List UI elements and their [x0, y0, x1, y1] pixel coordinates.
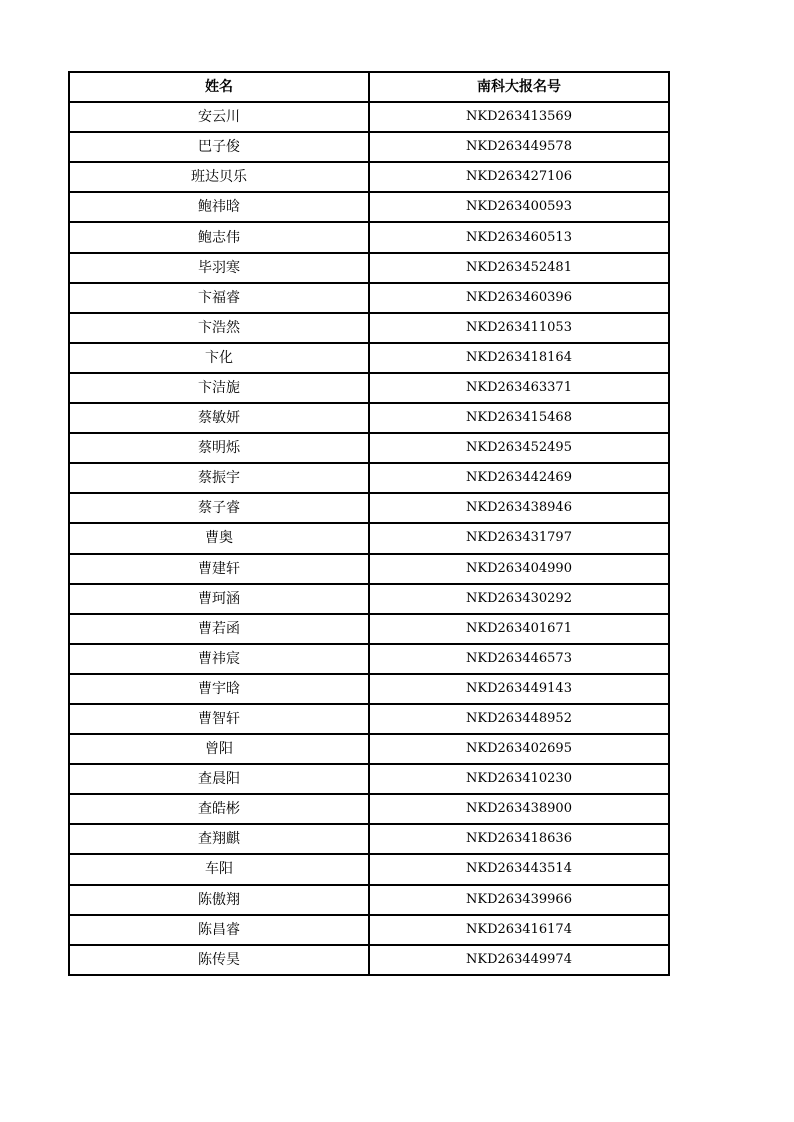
student-name-cell: 陈传昊	[69, 945, 369, 975]
student-name-cell: 卞洁旎	[69, 373, 369, 403]
student-name-cell: 鲍志伟	[69, 222, 369, 252]
table-header-row	[69, 72, 669, 102]
table-row	[69, 674, 669, 704]
registration-number-cell: NKD263449578	[369, 132, 669, 162]
student-name-cell: 蔡敏妍	[69, 403, 369, 433]
registration-number-cell: NKD263404990	[369, 554, 669, 584]
table-row	[69, 313, 669, 343]
registration-number-cell: NKD263449143	[369, 674, 669, 704]
student-name-cell: 曹宇晗	[69, 674, 369, 704]
registration-number-cell: NKD263439966	[369, 885, 669, 915]
registration-number-cell: NKD263452495	[369, 433, 669, 463]
table-row	[69, 162, 669, 192]
registration-number-cell: NKD263438946	[369, 493, 669, 523]
table-row	[69, 283, 669, 313]
registration-number-cell: NKD263431797	[369, 523, 669, 553]
registration-number-cell: NKD263418164	[369, 343, 669, 373]
student-name-cell: 安云川	[69, 102, 369, 132]
table-row	[69, 915, 669, 945]
registration-number-cell: NKD263402695	[369, 734, 669, 764]
table-row	[69, 343, 669, 373]
registration-number-cell: NKD263416174	[369, 915, 669, 945]
student-name-cell: 蔡子睿	[69, 493, 369, 523]
registration-number-cell: NKD263442469	[369, 463, 669, 493]
table-row	[69, 614, 669, 644]
table-row	[69, 373, 669, 403]
table-row	[69, 192, 669, 222]
registration-number-cell: NKD263401671	[369, 614, 669, 644]
registration-number-cell: NKD263413569	[369, 102, 669, 132]
table-row	[69, 433, 669, 463]
table-row	[69, 584, 669, 614]
student-name-cell: 曹建轩	[69, 554, 369, 584]
registration-number-cell: NKD263410230	[369, 764, 669, 794]
student-name-cell: 查晨阳	[69, 764, 369, 794]
registration-number-cell: NKD263460513	[369, 222, 669, 252]
registration-number-cell: NKD263430292	[369, 584, 669, 614]
student-name-cell: 曾阳	[69, 734, 369, 764]
registration-number-cell: NKD263415468	[369, 403, 669, 433]
table-row	[69, 824, 669, 854]
table-row	[69, 523, 669, 553]
registration-number-cell: NKD263438900	[369, 794, 669, 824]
student-name-cell: 班达贝乐	[69, 162, 369, 192]
table-row	[69, 463, 669, 493]
table-row	[69, 885, 669, 915]
header-name: 姓名	[69, 72, 369, 102]
table-row	[69, 222, 669, 252]
student-name-cell: 卞福睿	[69, 283, 369, 313]
table-body	[69, 102, 669, 975]
table-row	[69, 644, 669, 674]
table-row	[69, 794, 669, 824]
student-name-cell: 鲍祎晗	[69, 192, 369, 222]
student-name-cell: 查翔麒	[69, 824, 369, 854]
registration-number-cell: NKD263449974	[369, 945, 669, 975]
student-name-cell: 蔡振宇	[69, 463, 369, 493]
applicant-table	[68, 71, 670, 976]
registration-number-cell: NKD263448952	[369, 704, 669, 734]
header-registration-number: 南科大报名号	[369, 72, 669, 102]
table-row	[69, 764, 669, 794]
registration-number-cell: NKD263411053	[369, 313, 669, 343]
student-name-cell: 毕羽寒	[69, 253, 369, 283]
table-row	[69, 253, 669, 283]
student-name-cell: 车阳	[69, 854, 369, 884]
table-row	[69, 945, 669, 975]
registration-number-cell: NKD263400593	[369, 192, 669, 222]
registration-number-cell: NKD263418636	[369, 824, 669, 854]
student-name-cell: 曹奥	[69, 523, 369, 553]
table-row	[69, 102, 669, 132]
registration-number-cell: NKD263463371	[369, 373, 669, 403]
student-name-cell: 陈傲翔	[69, 885, 369, 915]
table-row	[69, 734, 669, 764]
table-row	[69, 132, 669, 162]
student-name-cell: 曹祎宸	[69, 644, 369, 674]
registration-number-cell: NKD263443514	[369, 854, 669, 884]
registration-number-cell: NKD263452481	[369, 253, 669, 283]
student-name-cell: 卞化	[69, 343, 369, 373]
student-name-cell: 卞浩然	[69, 313, 369, 343]
student-name-cell: 曹智轩	[69, 704, 369, 734]
registration-number-cell: NKD263460396	[369, 283, 669, 313]
student-name-cell: 巴子俊	[69, 132, 369, 162]
student-name-cell: 陈昌睿	[69, 915, 369, 945]
student-name-cell: 查皓彬	[69, 794, 369, 824]
student-name-cell: 曹若函	[69, 614, 369, 644]
table-row	[69, 554, 669, 584]
table-row	[69, 493, 669, 523]
registration-number-cell: NKD263446573	[369, 644, 669, 674]
student-name-cell: 蔡明烁	[69, 433, 369, 463]
student-name-cell: 曹珂涵	[69, 584, 369, 614]
table-row	[69, 854, 669, 884]
table-row	[69, 403, 669, 433]
table-row	[69, 704, 669, 734]
registration-number-cell: NKD263427106	[369, 162, 669, 192]
